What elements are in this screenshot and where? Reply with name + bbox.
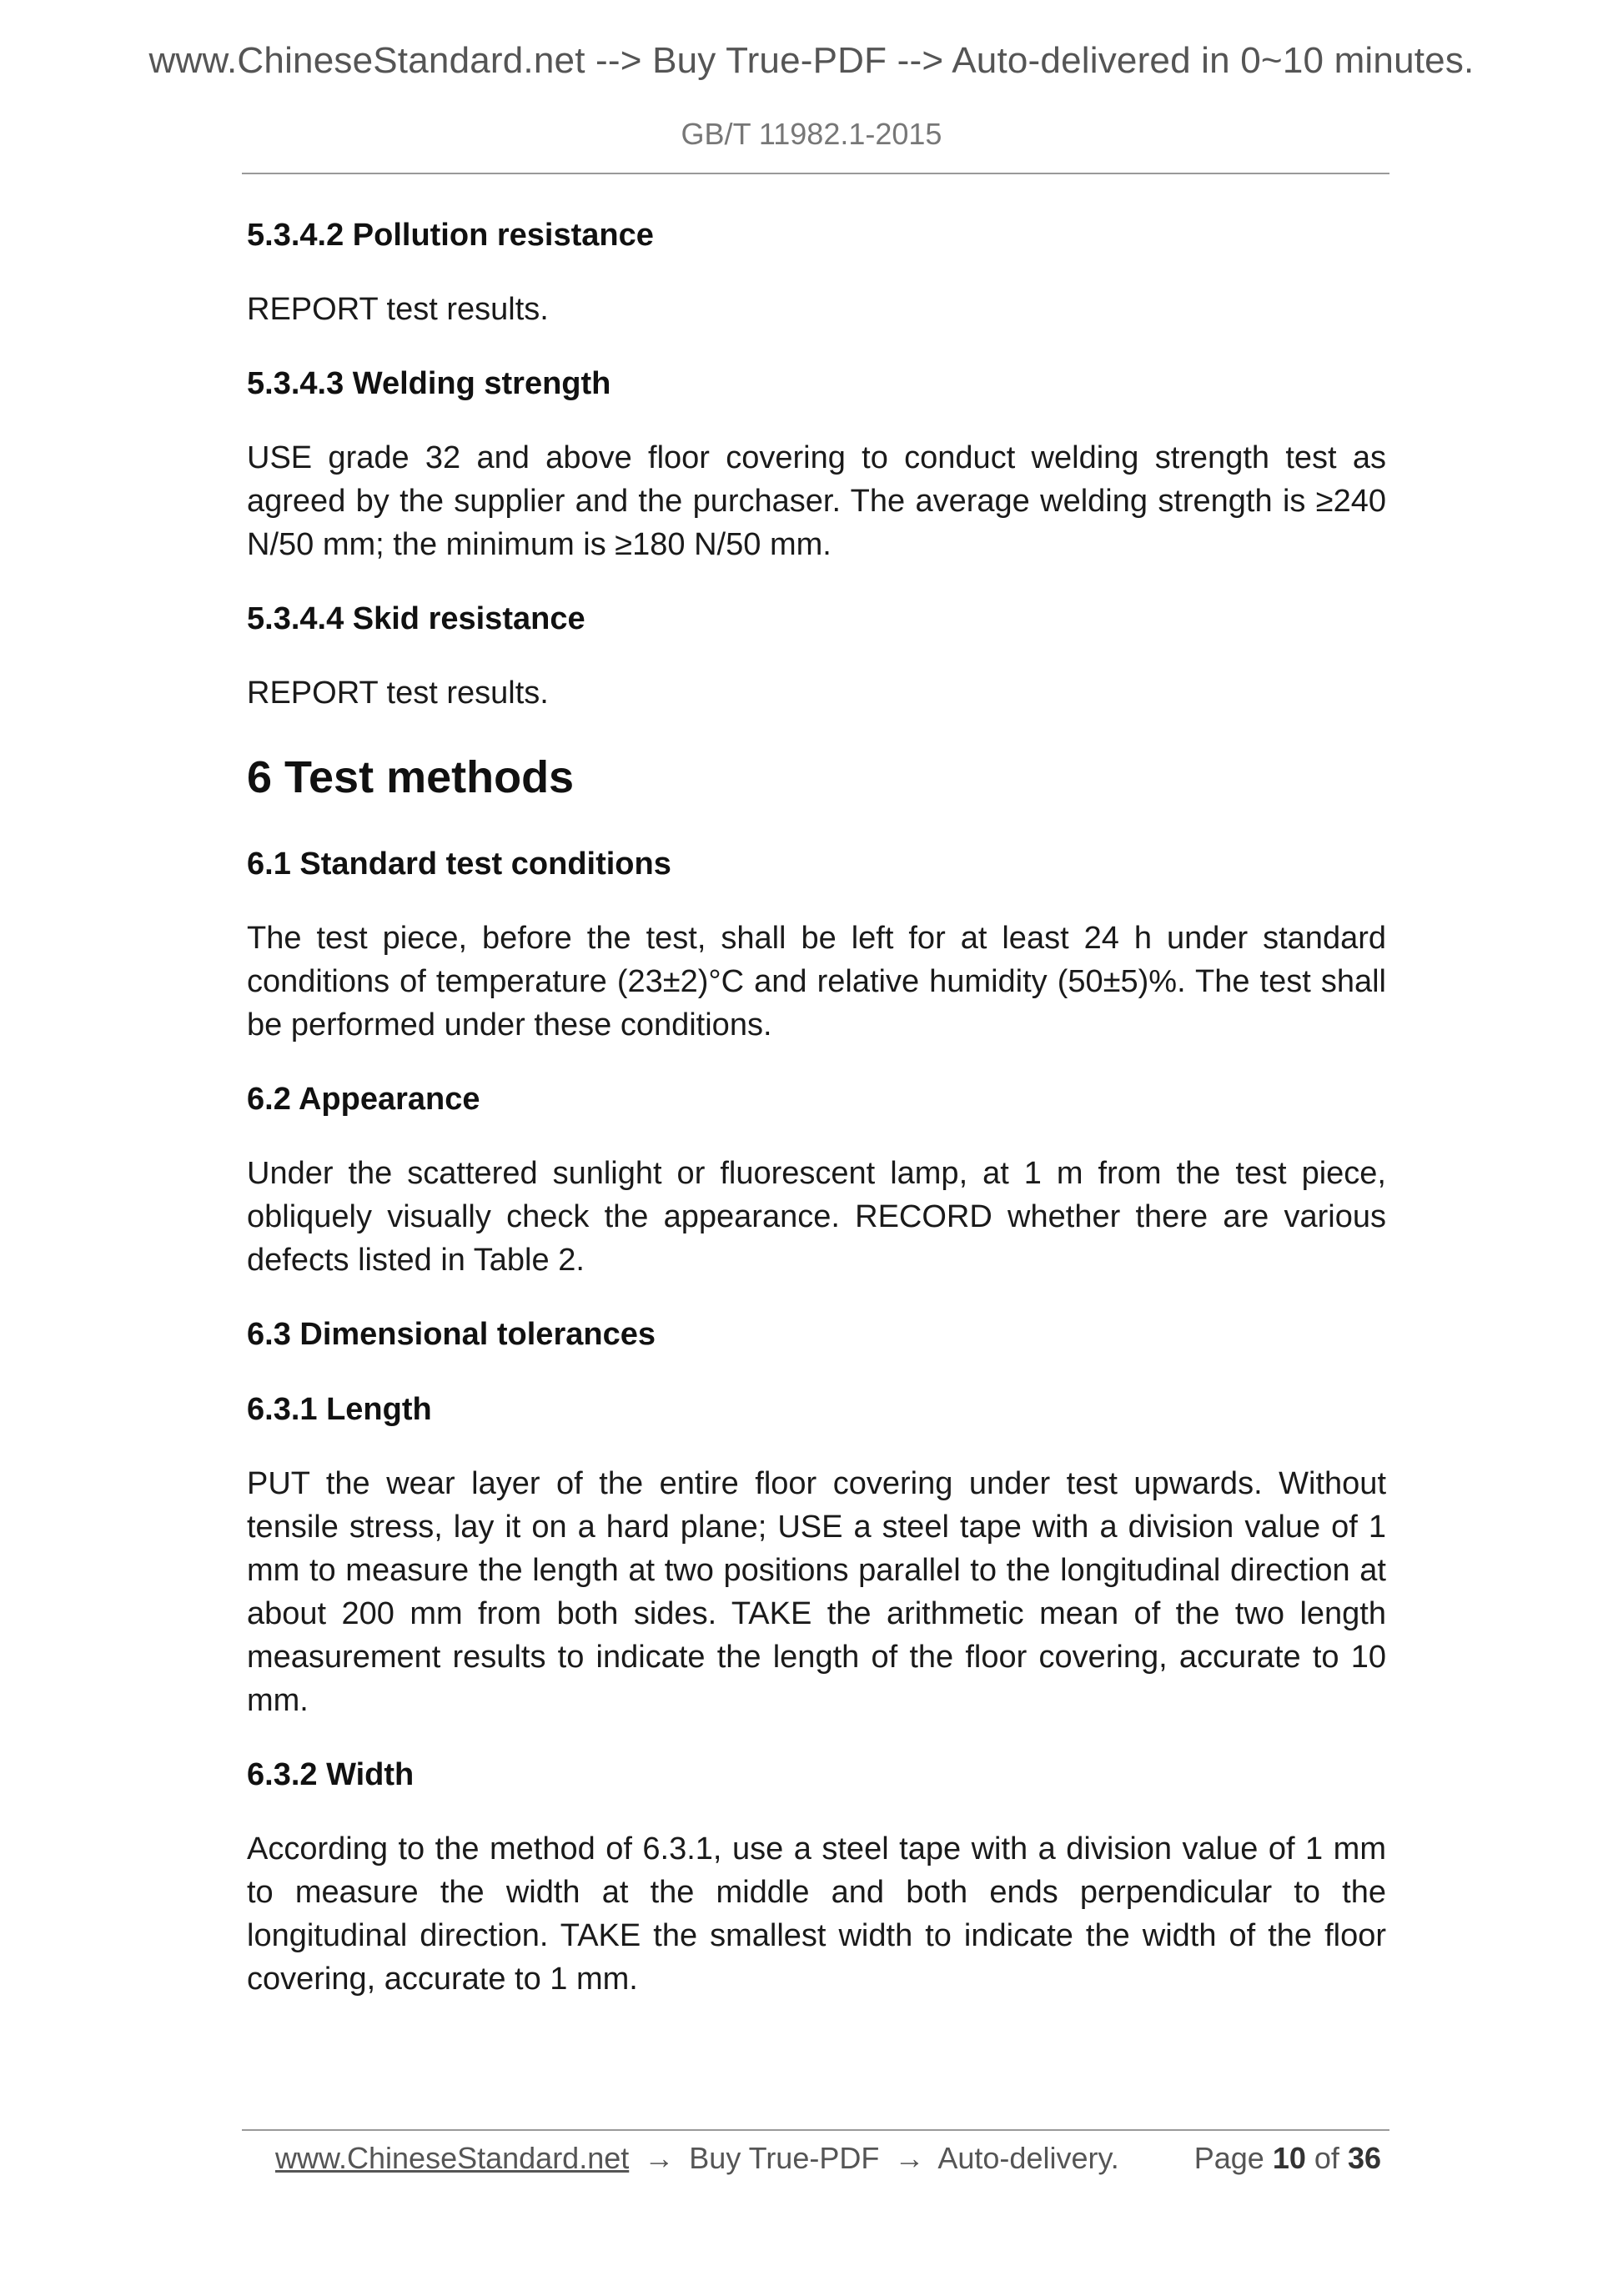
section-text-6-2: Under the scattered sunlight or fluorescent lamp, at 1 m from the test piece, obliquely visually check the appearance. RECORD whether there are various defects listed in Table 2. bbox=[247, 1156, 1386, 1278]
section-heading-5-3-4-4: 5.3.4.4 Skid resistance bbox=[247, 601, 585, 636]
section-text-6-3-1: PUT the wear layer of the entire floor covering under test upwards. Without tensile stress, lay it on a hard plane; USE a steel tape with a division value of 1 mm to measure the length at two positions parallel to the longitudinal direction at about 200 mm from both sides. TAKE the arithmetic mean of the two length measurement results to indicate the length of the floor covering, accurate to 10 mm. bbox=[247, 1466, 1386, 1718]
page-footer bbox=[275, 2137, 1381, 2180]
document-body bbox=[247, 213, 1386, 2031]
footer-site-link[interactable]: www.ChineseStandard.net bbox=[275, 2141, 630, 2175]
section-text-5-3-4-4: REPORT test results. bbox=[247, 676, 549, 711]
arrow-right-icon: → bbox=[894, 2141, 925, 2175]
chapter-heading-6: 6 Test methods bbox=[247, 752, 575, 802]
total-pages: 36 bbox=[1347, 2141, 1381, 2175]
page-number: 10 bbox=[1272, 2141, 1306, 2175]
footer-buy-text: Buy True-PDF bbox=[689, 2141, 880, 2175]
section-heading-6-3: 6.3 Dimensional tolerances bbox=[247, 1317, 656, 1352]
header-divider bbox=[242, 173, 1389, 174]
section-text-5-3-4-3: USE grade 32 and above floor covering to conduct welding strength test as agreed by the supplier and the purchaser. The average welding strength is ≥240 N/50 mm; the minimum is ≥180 N/50 mm. bbox=[247, 440, 1386, 562]
page-indicator bbox=[1194, 2137, 1381, 2180]
section-text-5-3-4-2: REPORT test results. bbox=[247, 292, 549, 327]
section-heading-6-2: 6.2 Appearance bbox=[247, 1082, 480, 1117]
section-text-6-1: The test piece, before the test, shall be left for at least 24 h under standard conditions of temperature (23±2)°C and relative humidity (50±5)%. The test shall be performed under these conditions. bbox=[247, 921, 1386, 1042]
section-heading-6-3-1: 6.3.1 Length bbox=[247, 1392, 432, 1427]
footer-divider bbox=[242, 2129, 1389, 2131]
section-heading-6-1: 6.1 Standard test conditions bbox=[247, 847, 671, 882]
standard-code: GB/T 11982.1-2015 bbox=[681, 117, 942, 151]
footer-delivery-text: Auto-delivery. bbox=[937, 2141, 1119, 2175]
of-label: of bbox=[1314, 2141, 1339, 2175]
section-heading-5-3-4-2: 5.3.4.2 Pollution resistance bbox=[247, 218, 654, 253]
page-label: Page bbox=[1193, 2141, 1264, 2175]
arrow-right-icon: → bbox=[644, 2141, 675, 2175]
section-heading-6-3-2: 6.3.2 Width bbox=[247, 1757, 415, 1792]
section-heading-5-3-4-3: 5.3.4.3 Welding strength bbox=[247, 366, 611, 401]
section-text-6-3-2: According to the method of 6.3.1, use a steel tape with a division value of 1 mm to measure the width at the middle and both ends perpendicular to the longitudinal direction. TAKE the smallest width to indicate the width of the floor covering, accurate to 1 mm. bbox=[247, 1831, 1386, 1997]
top-banner: www.ChineseStandard.net --> Buy True-PDF --> Auto-delivered in 0~10 minutes. bbox=[148, 40, 1475, 81]
